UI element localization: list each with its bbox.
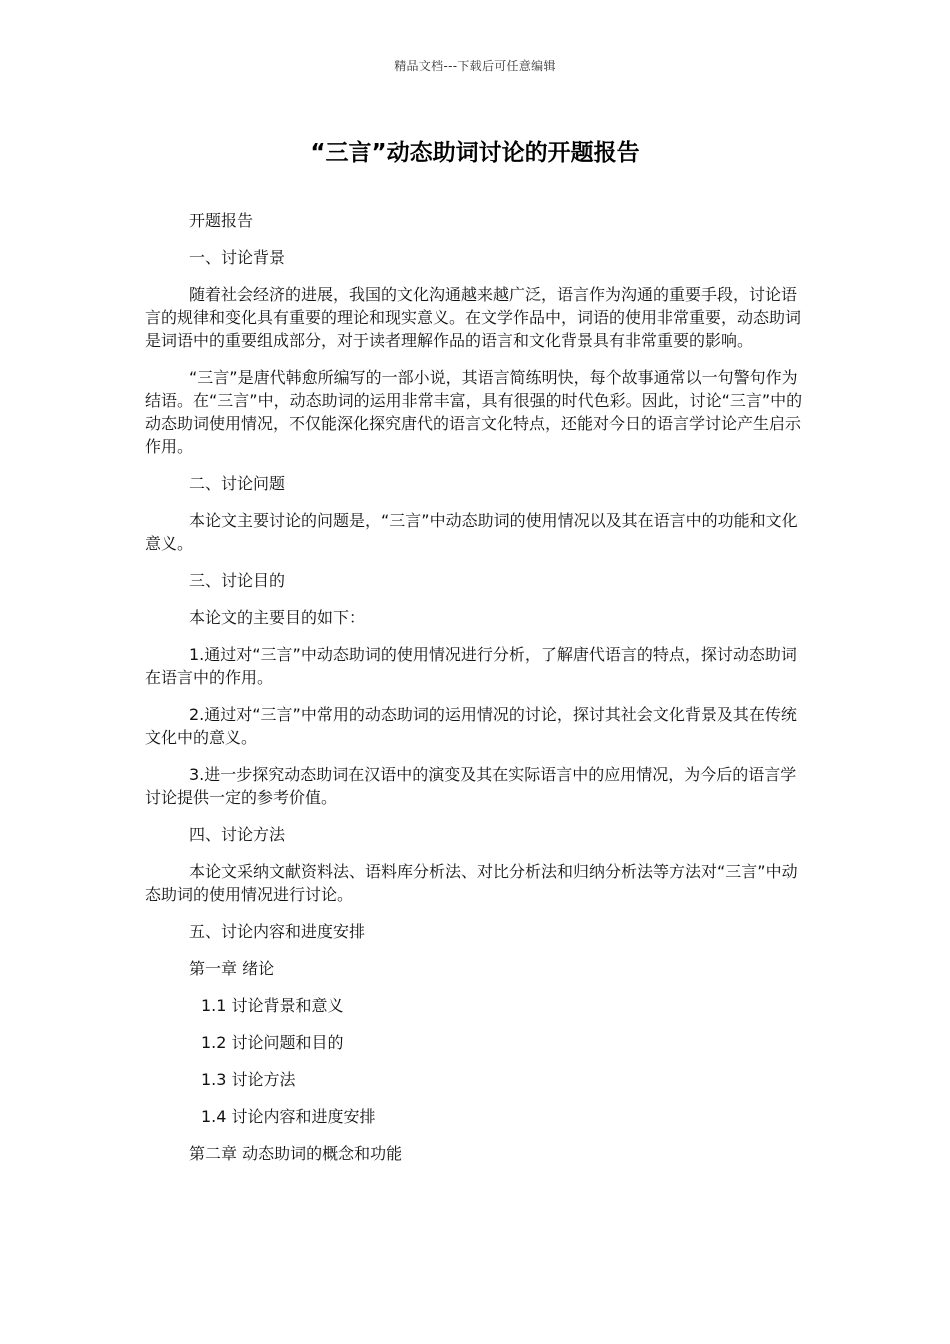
section-heading-purpose: 三、讨论目的 [189,571,286,590]
toc-item: 1.2 讨论问题和目的 [201,1033,344,1052]
paragraph-purpose-2: 2.通过对“三言”中常用的动态助词的运用情况的讨论，探讨其社会文化背景及其在传统文化中的意义。 [145,705,797,747]
section-heading-content-schedule: 五、讨论内容和进度安排 [189,922,366,941]
document-body [145,209,805,1179]
toc-item: 1.3 讨论方法 [201,1070,296,1089]
section-heading-problem: 二、讨论问题 [189,474,286,493]
paragraph-purpose-1: 1.通过对“三言”中动态助词的使用情况进行分析，了解唐代语言的特点，探讨动态助词在语言中的作用。 [145,645,797,687]
chapter-1-heading: 第一章 绪论 [189,959,275,978]
chapter-2-heading: 第二章 动态助词的概念和功能 [189,1144,403,1163]
toc-item: 1.4 讨论内容和进度安排 [201,1107,376,1126]
paragraph-method: 本论文采纳文献资料法、语料库分析法、对比分析法和归纳分析法等方法对“三言”中动态助词的使用情况进行讨论。 [145,862,798,904]
paragraph-report-label: 开题报告 [189,211,254,230]
paragraph-problem: 本论文主要讨论的问题是，“三言”中动态助词的使用情况以及其在语言中的功能和文化意义。 [145,511,798,553]
page-header: 精品文档---下载后可任意编辑 [394,59,556,73]
section-heading-method: 四、讨论方法 [189,825,286,844]
paragraph-purpose-3: 3.进一步探究动态助词在汉语中的演变及其在实际语言中的应用情况，为今后的语言学讨论提供一定的参考价值。 [145,765,797,807]
paragraph-background-1: 随着社会经济的进展，我国的文化沟通越来越广泛，语言作为沟通的重要手段，讨论语言的规律和变化具有重要的理论和现实意义。在文学作品中，词语的使用非常重要，动态助词是词语中的重要组成部分，对于读者理解作品的语言和文化背景具有非常重要的影响。 [145,285,802,350]
paragraph-background-2: “三言”是唐代韩愈所编写的一部小说，其语言简练明快，每个故事通常以一句警句作为结语。在“三言”中，动态助词的运用非常丰富，具有很强的时代色彩。因此，讨论“三言”中的动态助词使用情况，不仅能深化探究唐代的语言文化特点，还能对今日的语言学讨论产生启示作用。 [145,368,803,456]
section-heading-background: 一、讨论背景 [189,248,286,267]
toc-item: 1.1 讨论背景和意义 [201,996,344,1015]
paragraph-purpose-intro: 本论文的主要目的如下： [189,608,366,627]
document-title: “三言”动态助词讨论的开题报告 [310,140,640,166]
